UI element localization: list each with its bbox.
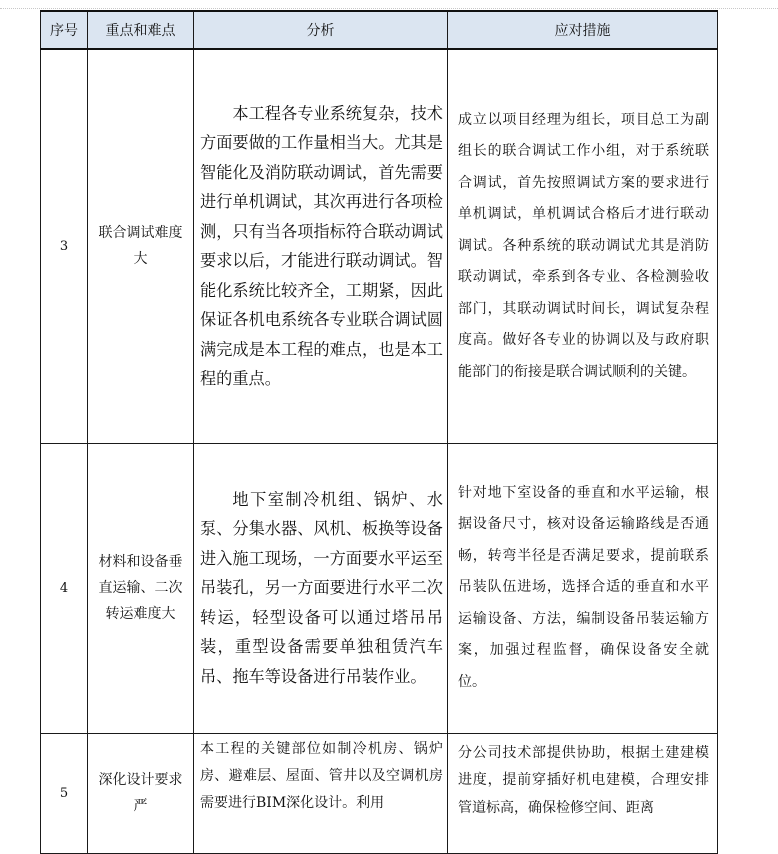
row-measures: 针对地下室设备的垂直和水平运输，根据设备尺寸，核对设备运输路线是否通畅，转弯半径是否满足要求，提前联系吊装队伍进场，选择合适的垂直和水平运输设备、方法，编制设备吊装运输方案，加强过程监督，确保设备安全就位。	[448, 443, 718, 733]
header-measures: 应对措施	[448, 11, 718, 49]
row-key-point: 联合调试难度大	[88, 49, 194, 443]
key-difficulty-table	[40, 10, 718, 854]
row-number: 3	[41, 49, 88, 443]
row-key-point: 材料和设备垂直运输、二次转运难度大	[88, 443, 194, 733]
header-no: 序号	[41, 11, 88, 49]
row-analysis: 本工程的关键部位如制冷机房、锅炉房、避难层、屋面、管井以及空调机房需要进行BIM深化设计。利用	[194, 733, 448, 853]
row-measures: 分公司技术部提供协助，根据土建建模进度，提前穿插好机电建模，合理安排管道标高，确保检修空间、距离	[448, 733, 718, 853]
row-number: 4	[41, 443, 88, 733]
row-analysis: 本工程各专业系统复杂，技术方面要做的工作量相当大。尤其是智能化及消防联动调试，首先需要进行单机调试，其次再进行各项检测，只有当各项指标符合联动调试要求以后，才能进行联动调试。智能化系统比较齐全，工期紧，因此保证各机电系统各专业联合调试圆满完成是本工程的难点，也是本工程的重点。	[194, 49, 448, 443]
table-row	[41, 733, 718, 853]
header-analysis: 分析	[194, 11, 448, 49]
row-analysis: 地下室制冷机组、锅炉、水泵、分集水器、风机、板换等设备进入施工现场，一方面要水平运至吊装孔，另一方面要进行水平二次转运，轻型设备可以通过塔吊吊装，重型设备需要单独租赁汽车吊、拖车等设备进行吊装作业。	[194, 443, 448, 733]
table-row	[41, 443, 718, 733]
table-row	[41, 49, 718, 443]
table-header-row	[41, 11, 718, 49]
page-top-margin-line	[0, 8, 778, 9]
row-key-point: 深化设计要求严	[88, 733, 194, 853]
row-number: 5	[41, 733, 88, 853]
row-measures: 成立以项目经理为组长，项目总工为副组长的联合调试工作小组，对于系统联合调试，首先按照调试方案的要求进行单机调试，单机调试合格后才进行联动调试。各种系统的联动调试尤其是消防联动调试，牵系到各专业、各检测验收部门，其联动调试时间长，调试复杂程度高。做好各专业的协调以及与政府职能部门的衔接是联合调试顺利的关键。	[448, 49, 718, 443]
header-key-point: 重点和难点	[88, 11, 194, 49]
